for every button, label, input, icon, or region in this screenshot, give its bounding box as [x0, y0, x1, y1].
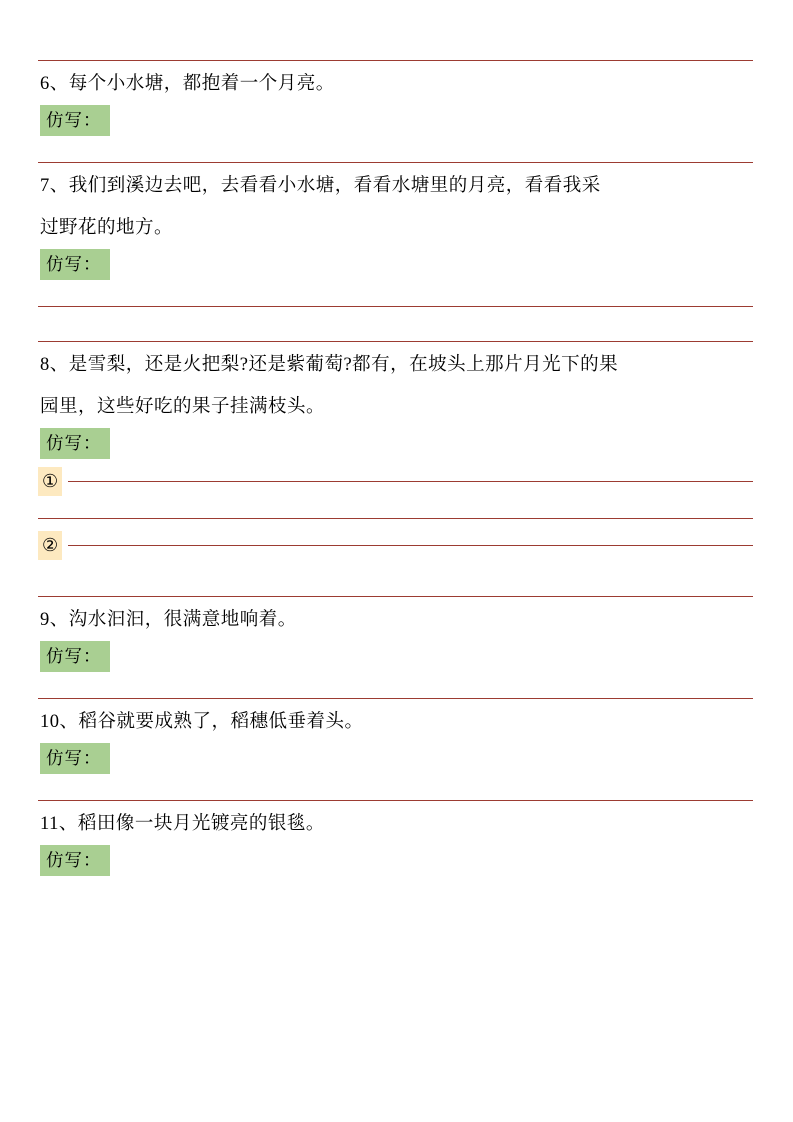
exercise-item-7: [38, 163, 753, 286]
exercise-item-10: [38, 699, 753, 780]
question-text-6: 6、每个小水塘，都抱着一个月亮。: [40, 74, 335, 94]
prompt-row-11: [38, 843, 753, 882]
prompt-row-8: [38, 426, 753, 465]
imitate-write-label-8: 仿写：: [40, 428, 110, 459]
spacer-8a: [38, 498, 753, 518]
imitate-write-label-11: 仿写：: [40, 845, 110, 876]
imitate-write-label-10: 仿写：: [40, 743, 110, 774]
question-text-8-line1: 8、是雪梨，还是火把梨?还是紫葡萄?都有，在坡头上那片月光下的果: [40, 355, 619, 375]
spacer-7b: [38, 307, 753, 341]
exercise-item-9: [38, 597, 753, 678]
exercise-item-8: [38, 342, 753, 562]
imitate-write-label-6: 仿写：: [40, 105, 110, 136]
imitate-write-label-9: 仿写：: [40, 641, 110, 672]
answer-write-line-1[interactable]: [68, 481, 753, 482]
answer-slot-2[interactable]: [38, 529, 753, 562]
question-text-7-line2: 过野花的地方。: [40, 218, 174, 238]
prompt-row-6: [38, 103, 753, 142]
prompt-row-9: [38, 639, 753, 678]
answer-slot-1[interactable]: [38, 465, 753, 498]
spacer-6: [38, 142, 753, 162]
spacer-8c: [38, 562, 753, 596]
question-text-10: 10、稻谷就要成熟了，稻穗低垂着头。: [40, 712, 364, 732]
worksheet-sheet: [38, 60, 753, 882]
spacer-9: [38, 678, 753, 698]
question-text-9: 9、沟水汩汩，很满意地响着。: [40, 610, 297, 630]
question-text-11: 11、稻田像一块月光镀亮的银毯。: [40, 814, 325, 834]
spacer-7a: [38, 286, 753, 306]
exercise-item-11: [38, 801, 753, 882]
spacer-10: [38, 780, 753, 800]
spacer-8b: [38, 519, 753, 529]
prompt-row-10: [38, 741, 753, 780]
answer-number-1: ①: [38, 467, 62, 496]
question-text-8-line2: 园里，这些好吃的果子挂满枝头。: [40, 397, 326, 417]
imitate-write-label-7: 仿写：: [40, 249, 110, 280]
exercise-item-6: [38, 61, 753, 142]
answer-write-line-2[interactable]: [68, 545, 753, 546]
question-text-7-line1: 7、我们到溪边去吧，去看看小水塘，看看水塘里的月亮，看看我采: [40, 176, 601, 196]
answer-number-2: ②: [38, 531, 62, 560]
prompt-row-7: [38, 247, 753, 286]
